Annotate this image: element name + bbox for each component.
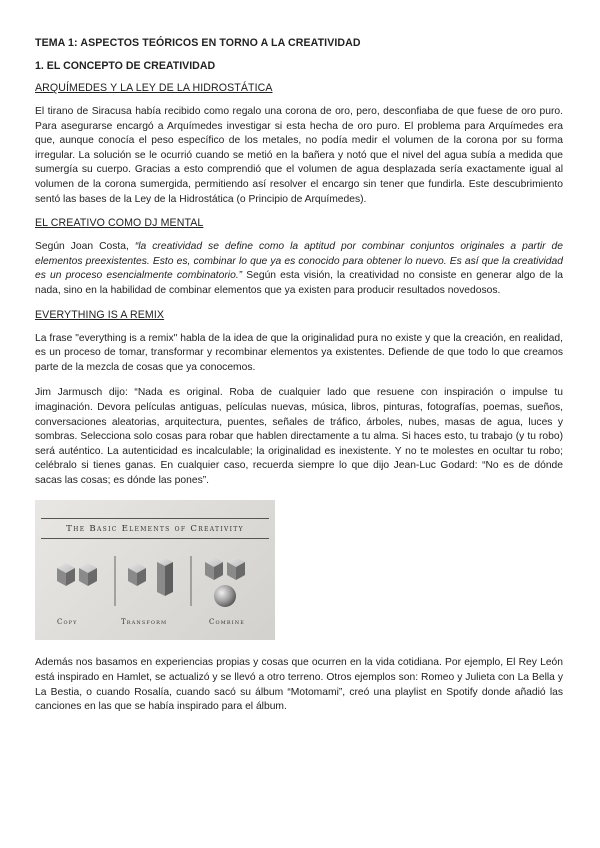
paragraph-jarmusch: Jim Jarmusch dijo: “Nada es original. Roba de cualquier lado que resuene con inspiración o impulse tu imaginación. Devora películas antiguas, películas nuevas, música, libros, pinturas, fotografías, poemas, sueños, conversaciones aleatorias, arquitectura, puentes, señales de tráfico, árboles, nubes, masas de agua, luces y sombras. Selecciona solo cosas para robar que hablen directamente a tu alma. Si haces esto, tu trabajo (y tu robo) será auténtico. La autenticidad es incalculable; la originalidad es inexistente. Y no te molestes en ocultar tu robo; celébralo si tienes ganas. En cualquier caso, recuerda siempre lo que dijo Jean-Luc Godard: “No es de dónde sacas las cosas; es dónde las pones”.	[35, 387, 563, 486]
costa-intro: Según Joan Costa,	[35, 241, 135, 253]
paragraph-dj-mental	[35, 240, 563, 298]
figure-label-copy: Copy	[57, 618, 78, 627]
subheading-remix: EVERYTHING IS A REMIX	[35, 308, 165, 321]
subheading-arquimedes: ARQUÍMEDES Y LA LEY DE LA HIDROSTÁTICA	[35, 82, 273, 94]
figure-label-combine: Combine	[209, 618, 245, 627]
figure-title: The Basic Elements of Creativity	[66, 524, 244, 535]
copy-cube-1	[57, 563, 75, 586]
creativity-elements-image	[35, 500, 275, 640]
transform-cube	[128, 563, 146, 586]
paragraph-arquimedes: El tirano de Siracusa había recibido como regalo una corona de oro, pero, desconfiaba de que fuese de oro puro. Para asegurarse encargó a Arquímedes investigar si esta hecha de oro puro. El problema para Arquímedes era que, aunque conocía el peso específico de los metales, no podía medir el volumen de la corona por su forma irregular. La solución se le ocurrió cuando se metió en la bañera y notó que el nivel del agua subía a medida que sumergía su cuerpo. Gracias a esto comprendió que el volumen de agua desplazada sería exactamente igual al volumen de la corona sumergida, permitiendo así resolver el encargo sin tener que fundirla. Este descubrimiento sentó las bases de la Ley de la Hidrostática (o Principio de Arquímedes).	[35, 106, 563, 205]
section-heading-concept: 1. EL CONCEPTO DE CREATIVIDAD	[35, 60, 216, 72]
costa-quote: “la creatividad se define como la aptitud por combinar conjuntos originales a partir de elementos preexistentes. Esto es, combinar lo que ya es conocido para obtener lo nuevo. Es así que la creatividad es un proceso esencialmente combinatorio.”	[35, 241, 563, 282]
paragraph-remix-1: La frase "everything is a remix" habla de la idea de que la originalidad pura no existe y que la creación, en realidad, es un proceso de tomar, transformar y recombinar elementos ya existentes. Defiende de que todo lo que creamos parte de la mezcla de cosas que ya conocemos.	[35, 332, 563, 373]
transform-block	[157, 558, 173, 596]
subheading-dj-mental: EL CREATIVO COMO DJ MENTAL	[35, 217, 204, 230]
combine-sphere	[214, 585, 236, 607]
document-title: TEMA 1: ASPECTOS TEÓRICOS EN TORNO A LA CREATIVIDAD	[35, 37, 361, 49]
figure-label-transform: Transform	[121, 618, 168, 627]
combine-cube-2	[227, 557, 245, 580]
costa-rest: Según esta visión, la creatividad no consiste en generar algo de la nada, sino en la habilidad de combinar elementos que ya existen para producir resultados novedosos.	[35, 270, 564, 296]
copy-cube-2	[79, 563, 97, 586]
document-page	[35, 30, 563, 715]
paragraph-examples: Además nos basamos en experiencias propias y cosas que ocurren en la vida cotidiana. Por ejemplo, El Rey León está inspirado en Hamlet, se actualizó y se llevó a otro terreno. Otros ejemplos son: Romeo y Julieta con La Bella y La Bestia, o cuando Rosalía, cuando sacó su álbum “Motomami”, creó una playlist en Spotify donde añadió las canciones en las que se había inspirado para el álbum.	[35, 657, 563, 713]
combine-cube-1	[205, 557, 223, 580]
